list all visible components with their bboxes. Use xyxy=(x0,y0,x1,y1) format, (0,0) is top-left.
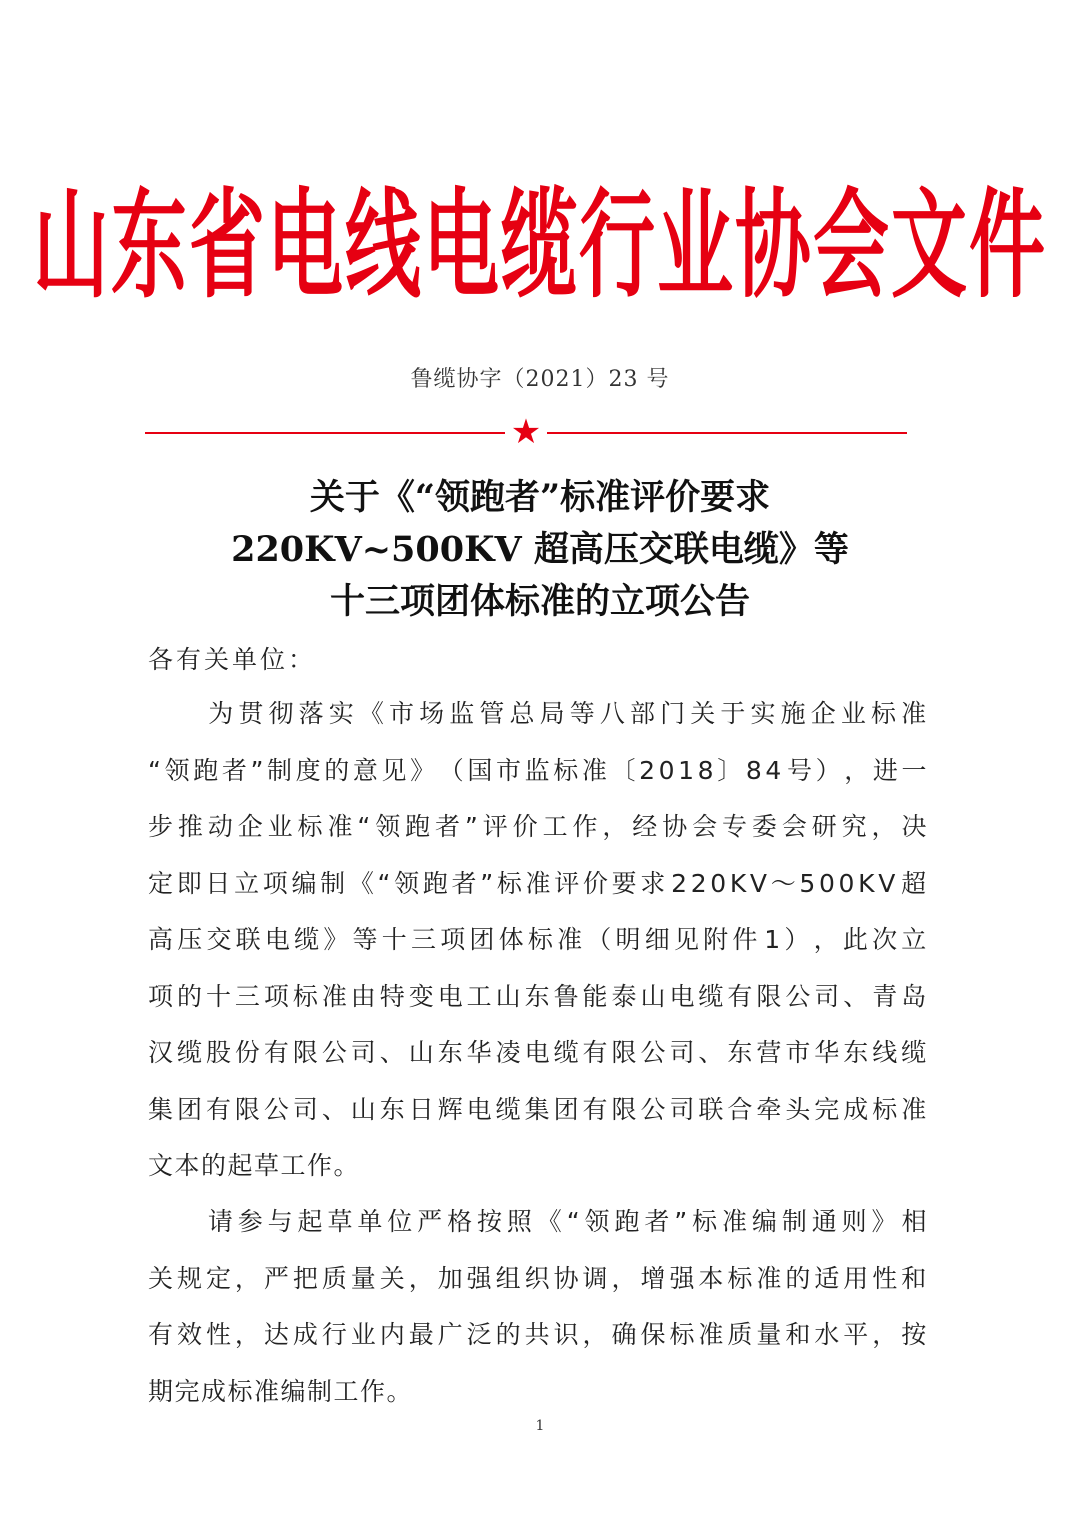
paragraph-line: 期完成标准编制工作。 xyxy=(148,1376,414,1406)
paragraph-line: 定 即 日 立 项 编 制 《 “ 领 跑 者 ” 标 准 评 价 要 求 2 2 0 K V ～ 5 0 0 K V 超 xyxy=(148,868,928,898)
divider-line-right xyxy=(547,432,907,434)
paragraph-line: 请 参 与 起 草 单 位 严 格 按 照 《 “ 领 跑 者 ” 标 准 编 制 通 则 》 相 xyxy=(207,1207,928,1236)
paragraph-line: 关 规 定 ， 严 把 质 量 关 ， 加 强 组 织 协 调 ， 增 强 本 标 准 的 适 用 性 和 xyxy=(148,1263,928,1293)
star-icon: ★ xyxy=(510,412,542,452)
notice-title-line-3: 十三项团体标准的立项公告 xyxy=(329,581,750,622)
paragraph-line: 有 效 性 ， 达 成 行 业 内 最 广 泛 的 共 识 ， 确 保 标 准 质 量 和 水 平 ， 按 xyxy=(148,1320,928,1349)
notice-title-line-1: 关于《“领跑者”标准评价要求 xyxy=(309,477,771,518)
paragraph-line: 汉 缆 股 份 有 限 公 司 、 山 东 华 凌 电 缆 有 限 公 司 、 东 营 市 华 东 线 缆 xyxy=(148,1038,928,1067)
document-number: 鲁缆协字（2021）23 号 xyxy=(410,367,670,392)
divider-line-left xyxy=(145,432,505,434)
masthead-title: 山东省电线电缆行业协会文件 xyxy=(33,175,1047,314)
paragraph-line: 步 推 动 企 业 标 准 “ 领 跑 者 ” 评 价 工 作 ， 经 协 会 专 委 会 研 究 ， 决 xyxy=(148,812,928,841)
paragraph-line: “ 领 跑 者 ” 制 度 的 意 见 》 （ 国 市 监 标 准 〔 2 0 1 8 〕 8 4 号 ） ， 进 一 xyxy=(148,755,928,785)
paragraph-line: 为 贯 彻 落 实 《 市 场 监 管 总 局 等 八 部 门 关 于 实 施 企 业 标 准 xyxy=(208,699,928,728)
body-paragraph-1 xyxy=(148,686,928,1195)
red-divider xyxy=(145,412,907,452)
paragraph-line: 高 压 交 联 电 缆 》 等 十 三 项 团 体 标 准 （ 明 细 见 附 件 1 ） ， 此 次 立 xyxy=(148,925,928,954)
paragraph-line: 项 的 十 三 项 标 准 由 特 变 电 工 山 东 鲁 能 泰 山 电 缆 有 限 公 司 、 青 岛 xyxy=(148,981,928,1011)
paragraph-line: 集 团 有 限 公 司 、 山 东 日 辉 电 缆 集 团 有 限 公 司 联 合 牵 头 完 成 标 准 xyxy=(148,1094,928,1124)
body-paragraph-2 xyxy=(148,1194,928,1420)
salutation: 各有关单位： xyxy=(148,645,317,674)
paragraph-line: 文本的起草工作。 xyxy=(148,1151,361,1180)
page-number: 1 xyxy=(535,1418,545,1434)
notice-title-line-2: 220KV~500KV 超高压交联电缆》等 xyxy=(231,529,849,570)
notice-title xyxy=(0,472,1080,628)
